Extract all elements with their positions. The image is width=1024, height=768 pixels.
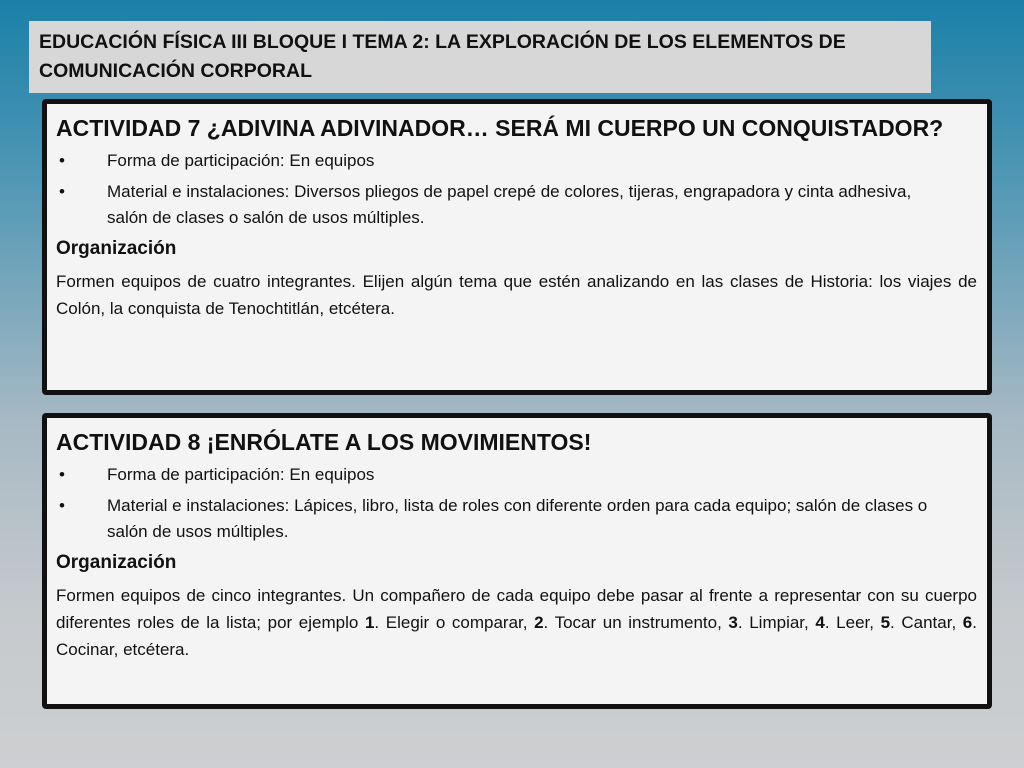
materials-text: Material e instalaciones: Lápices, libro, lista de roles con diferente orden para cada equipo; salón de clases o salón de usos múltiples. [107, 496, 928, 541]
list-number: 1 [364, 613, 375, 632]
organization-paragraph: Formen equipos de cuatro integrantes. Elijen algún tema que estén analizando en las clases de Historia: los viajes de Colón, la conquista de Tenochtitlán, etcétera. [56, 272, 977, 318]
list-number: 2 [534, 613, 544, 632]
list-number: 5 [880, 613, 891, 632]
organization-heading: Organización [56, 238, 177, 259]
list-number: 6 [962, 613, 973, 632]
participation-text: Forma de participación: En equipos [107, 465, 375, 484]
bullet-item [56, 462, 977, 488]
paragraph-text: . Cantar, [890, 613, 963, 632]
activity-8-card [42, 413, 992, 709]
participation-text: Forma de participación: En equipos [107, 151, 375, 170]
activity-7-title: ACTIVIDAD 7 ¿ADIVINA ADIVINADOR… SERÁ MI CUERPO UN CONQUISTADOR? [56, 115, 944, 141]
bullet-marker: • [59, 465, 65, 484]
paragraph-text: . Limpiar, [737, 613, 816, 632]
activity-8-title: ACTIVIDAD 8 ¡ENRÓLATE A LOS MOVIMIENTOS! [56, 429, 592, 455]
list-number: 3 [728, 613, 738, 632]
paragraph-text: . Elegir o comparar, [374, 613, 535, 632]
paragraph-text: . Cocinar, etcétera. [56, 613, 977, 659]
organization-paragraph [56, 582, 977, 663]
paragraph-text: . Tocar un instrumento, [543, 613, 729, 632]
paragraph-text: . Leer, [824, 613, 881, 632]
bullet-item [56, 179, 977, 231]
bullet-marker: • [59, 182, 65, 201]
bullet-marker: • [59, 496, 65, 515]
slide-title: EDUCACIÓN FÍSICA III BLOQUE I TEMA 2: LA EXPLORACIÓN DE LOS ELEMENTOS DE COMUNICACIÓN CORPORAL [29, 21, 931, 93]
bullet-marker: • [59, 151, 65, 170]
materials-text: Material e instalaciones: Diversos pliegos de papel crepé de colores, tijeras, engrapadora y cinta adhesiva, salón de clases o salón de usos múltiples. [107, 182, 912, 227]
list-number: 4 [815, 613, 825, 632]
activity-7-card [42, 99, 992, 395]
bullet-item [56, 148, 977, 174]
bullet-item [56, 493, 977, 545]
paragraph-text: Formen equipos de cinco integrantes. Un compañero de cada equipo debe pasar al frente a representar con su cuerpo diferentes roles de la lista; por ejemplo [56, 586, 977, 632]
organization-heading: Organización [56, 552, 177, 573]
